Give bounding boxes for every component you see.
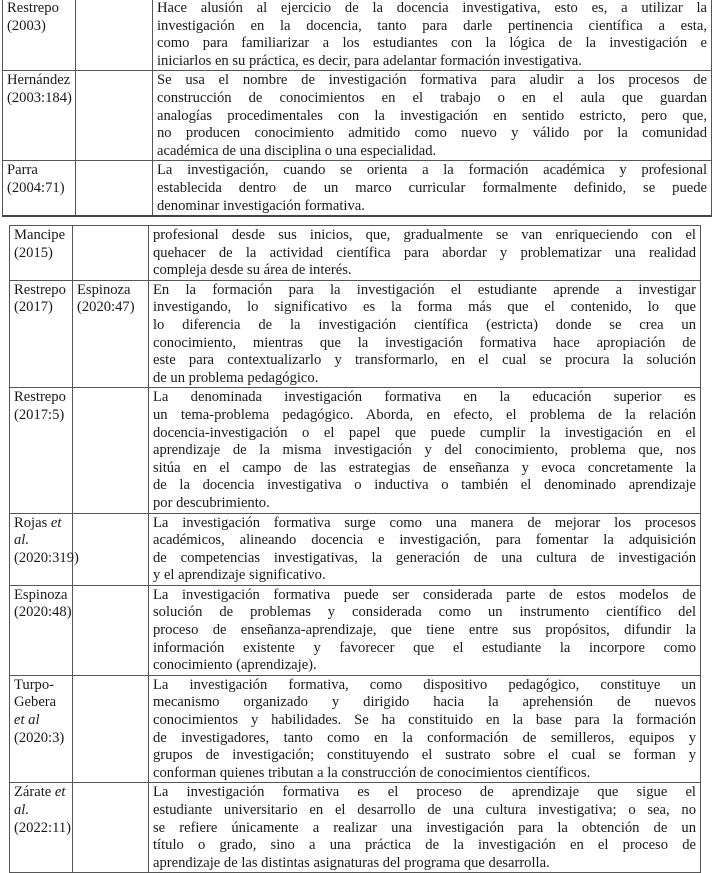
definition-line: investigando, lo significativo es la forma más que el contenido, lo que: [153, 299, 696, 316]
citation-year: (2020:3): [14, 729, 65, 746]
secondary-source-cell: [73, 783, 149, 873]
definition-cell: [149, 675, 701, 783]
definition-line: compleja desde su área de interés.: [153, 262, 352, 279]
definition-line: mecanismo organizado y dirigido hacia la aprehensión de nuevos: [153, 694, 696, 711]
definition-cell: [149, 388, 701, 513]
definition-line: se refiere únicamente a realizar una investigación para la obtención de un: [153, 819, 696, 836]
definition-line: título o grado, sino a una práctica de la investigación en el proceso de: [153, 837, 696, 854]
author-name: Zárate: [14, 784, 52, 801]
definition-line: docencia-investigación o el papel que puede cumplir la investigación en el: [153, 424, 696, 441]
definition-line: La investigación formativa puede ser considerada parte de estos modelos de: [153, 586, 696, 603]
author-name: Turpo- Gebera: [14, 676, 57, 711]
citations-table-2: [9, 225, 701, 873]
definition-line: proceso de enseñanza-aprendizaje, que tiene entre sus propósitos, difundir la: [153, 622, 696, 639]
definition-cell: [149, 783, 701, 873]
definition-line: profesional desde sus inicios, que, gradualmente se van enriqueciendo con el: [153, 227, 696, 243]
table-row: [10, 280, 701, 388]
definition-line: iniciarlos en su práctica, es decir, para adelantar formación investigativa.: [157, 52, 582, 69]
author-cell: [10, 388, 73, 513]
citation-year: (2003): [7, 17, 46, 34]
secondary-source: Espinoza (2020:47): [77, 281, 135, 316]
definition-line: de investigadores, tanto como en la conformación de semilleros, equipos y: [153, 729, 696, 746]
secondary-source-cell: [73, 280, 149, 388]
definition-line: no producen conocimiento admitido como nuevo y válido por la comunidad: [157, 125, 707, 142]
definition-line: investigación en la docencia, tanto para darle pertinencia científica a esta,: [157, 17, 707, 34]
definition-line: La investigación, cuando se orienta a la formación académica y profesional: [157, 162, 707, 179]
definition-cell: [149, 513, 701, 585]
secondary-source-cell: [73, 675, 149, 783]
definition-line: información existente y favorecer que el estudiante la incorpore como: [153, 639, 696, 656]
definition-line: de un problema pedagógico.: [153, 369, 319, 386]
author-name: Restrepo: [14, 389, 66, 406]
definition-line: quehacer de la actividad científica para abordar y problematizar una realidad: [153, 244, 696, 261]
author-cell: [3, 161, 76, 216]
author-cell: [10, 280, 73, 388]
citation-year: (2004:71): [7, 179, 65, 196]
definition-line: conforman quienes tributan a la construcción de conocimientos científicos.: [153, 764, 591, 781]
definition-line: Hace alusión al ejercicio de la docencia investigativa, esto es, a utilizar la: [157, 0, 707, 16]
definition-line: sitúa en el campo de las estrategias de enseñanza y evoca concretamente la: [153, 459, 696, 476]
definition-line: estudiante universitario en el desarrollo de una cultura investigativa; o sea, no: [153, 802, 696, 818]
citation-year: (2020:319): [14, 549, 79, 566]
author-cell: [10, 675, 73, 783]
secondary-source-cell: [73, 388, 149, 513]
author-name: Rojas: [14, 514, 48, 531]
table-row: [10, 783, 701, 873]
definition-line: por descubrimiento.: [153, 494, 270, 511]
definition-cell: [153, 161, 712, 216]
definition-line: conocimiento, mientras que la investigación formativa hace apropiación de: [153, 334, 696, 351]
definition-line: de la docencia investigativa o inductiva o también el denominado aprendizaje: [153, 477, 696, 494]
definition-line: solución de problemas y considerada como un instrumento científico del: [153, 604, 696, 621]
author-name: Parra: [7, 162, 38, 179]
definition-line: aprendizaje de las distintas asignaturas del programa que desarrolla.: [153, 854, 550, 871]
table-row: [3, 161, 712, 216]
definition-line: conocimientos y habilidades. Se ha constituido en la base para la formación: [153, 712, 696, 729]
definition-line: La investigación formativa es el proceso de aprendizaje que sigue el: [153, 784, 696, 801]
author-etal: et al.: [14, 514, 62, 549]
definition-line: como para familiarizar a los estudiantes con la lógica de la investigación e: [157, 35, 707, 52]
secondary-source-cell: [76, 71, 153, 161]
author-cell: [10, 783, 73, 873]
author-etal: et al: [14, 712, 40, 729]
secondary-source-cell: [76, 161, 153, 216]
secondary-source-cell: [73, 585, 149, 675]
author-name: Mancipe: [14, 227, 66, 243]
author-name: Restrepo: [7, 0, 59, 16]
citation-year: (2020:48): [14, 604, 72, 621]
definition-line: este para contextualizarlo y transformarlo, en el cual se procura la solución: [153, 352, 696, 369]
definition-line: conocimiento (aprendizaje).: [153, 657, 317, 674]
author-name: Espinoza: [14, 586, 68, 603]
definition-line: denominar investigación formativa.: [157, 197, 365, 214]
table-row: [10, 226, 701, 281]
table-row: [3, 71, 712, 161]
author-cell: [10, 585, 73, 675]
definition-line: académica de una disciplina o una especialidad.: [157, 142, 437, 159]
author-name: Restrepo: [14, 281, 66, 298]
citation-year: (2017): [14, 299, 53, 316]
definition-line: En la formación para la investigación el estudiante aprende a investigar: [153, 281, 696, 298]
table-row: [10, 675, 701, 783]
definition-cell: [149, 280, 701, 388]
definition-line: lo diferencia de la investigación científica (estricta) donde se crea un: [153, 316, 696, 333]
definition-line: académicos, alineando docencia e investigación, para fomentar la adquisición: [153, 532, 696, 549]
table-row: [3, 0, 712, 71]
definition-line: de competencias investigativas, la generación de una cultura de investigación: [153, 549, 696, 566]
table-row: [10, 585, 701, 675]
definition-line: Se usa el nombre de investigación formativa para aludir a los procesos de: [157, 72, 707, 89]
citation-year: (2017:5): [14, 406, 65, 423]
definition-line: La denominada investigación formativa en la educación superior es: [153, 389, 696, 406]
definition-cell: [153, 0, 712, 71]
secondary-source-cell: [76, 0, 153, 71]
definition-line: analogías procedimentales con la investigación en sentido estricto, pero que,: [157, 107, 707, 124]
table-row: [10, 388, 701, 513]
author-cell: [10, 226, 73, 281]
author-cell: [10, 513, 79, 585]
citation-year: (2015): [14, 244, 53, 261]
definition-cell: [153, 71, 712, 161]
table-row: [10, 513, 701, 585]
secondary-source-cell: [73, 226, 149, 281]
definition-line: grupos de investigación; constituyendo el sustrato sobre el cual se forman y: [153, 747, 696, 764]
author-name: Hernández: [7, 72, 71, 89]
definition-line: La investigación formativa surge como una manera de mejorar los procesos: [153, 514, 696, 531]
definition-line: y el aprendizaje significativo.: [153, 567, 326, 584]
definition-line: La investigación formativa, como dispositivo pedagógico, constituye un: [153, 676, 696, 693]
definition-line: un tema-problema pedagógico. Aborda, en efecto, el problema de la relación: [153, 406, 696, 423]
secondary-source-cell: [73, 513, 149, 585]
citations-table-1: [2, 0, 712, 217]
author-cell: [3, 0, 76, 71]
definition-line: establecida dentro de un marco curricular formalmente definido, se puede: [157, 179, 707, 196]
author-etal: et al.: [14, 784, 66, 818]
citation-year: (2022:11): [14, 819, 72, 836]
definition-cell: [149, 226, 701, 281]
definition-cell: [149, 585, 701, 675]
definition-line: construcción de conocimientos en el trabajo o en el aula que guardan: [157, 89, 707, 106]
author-cell: [3, 71, 76, 161]
citation-year: (2003:184): [7, 89, 72, 106]
definition-line: aprendizaje de la misma investigación y del conocimiento, problema que, nos: [153, 442, 696, 459]
